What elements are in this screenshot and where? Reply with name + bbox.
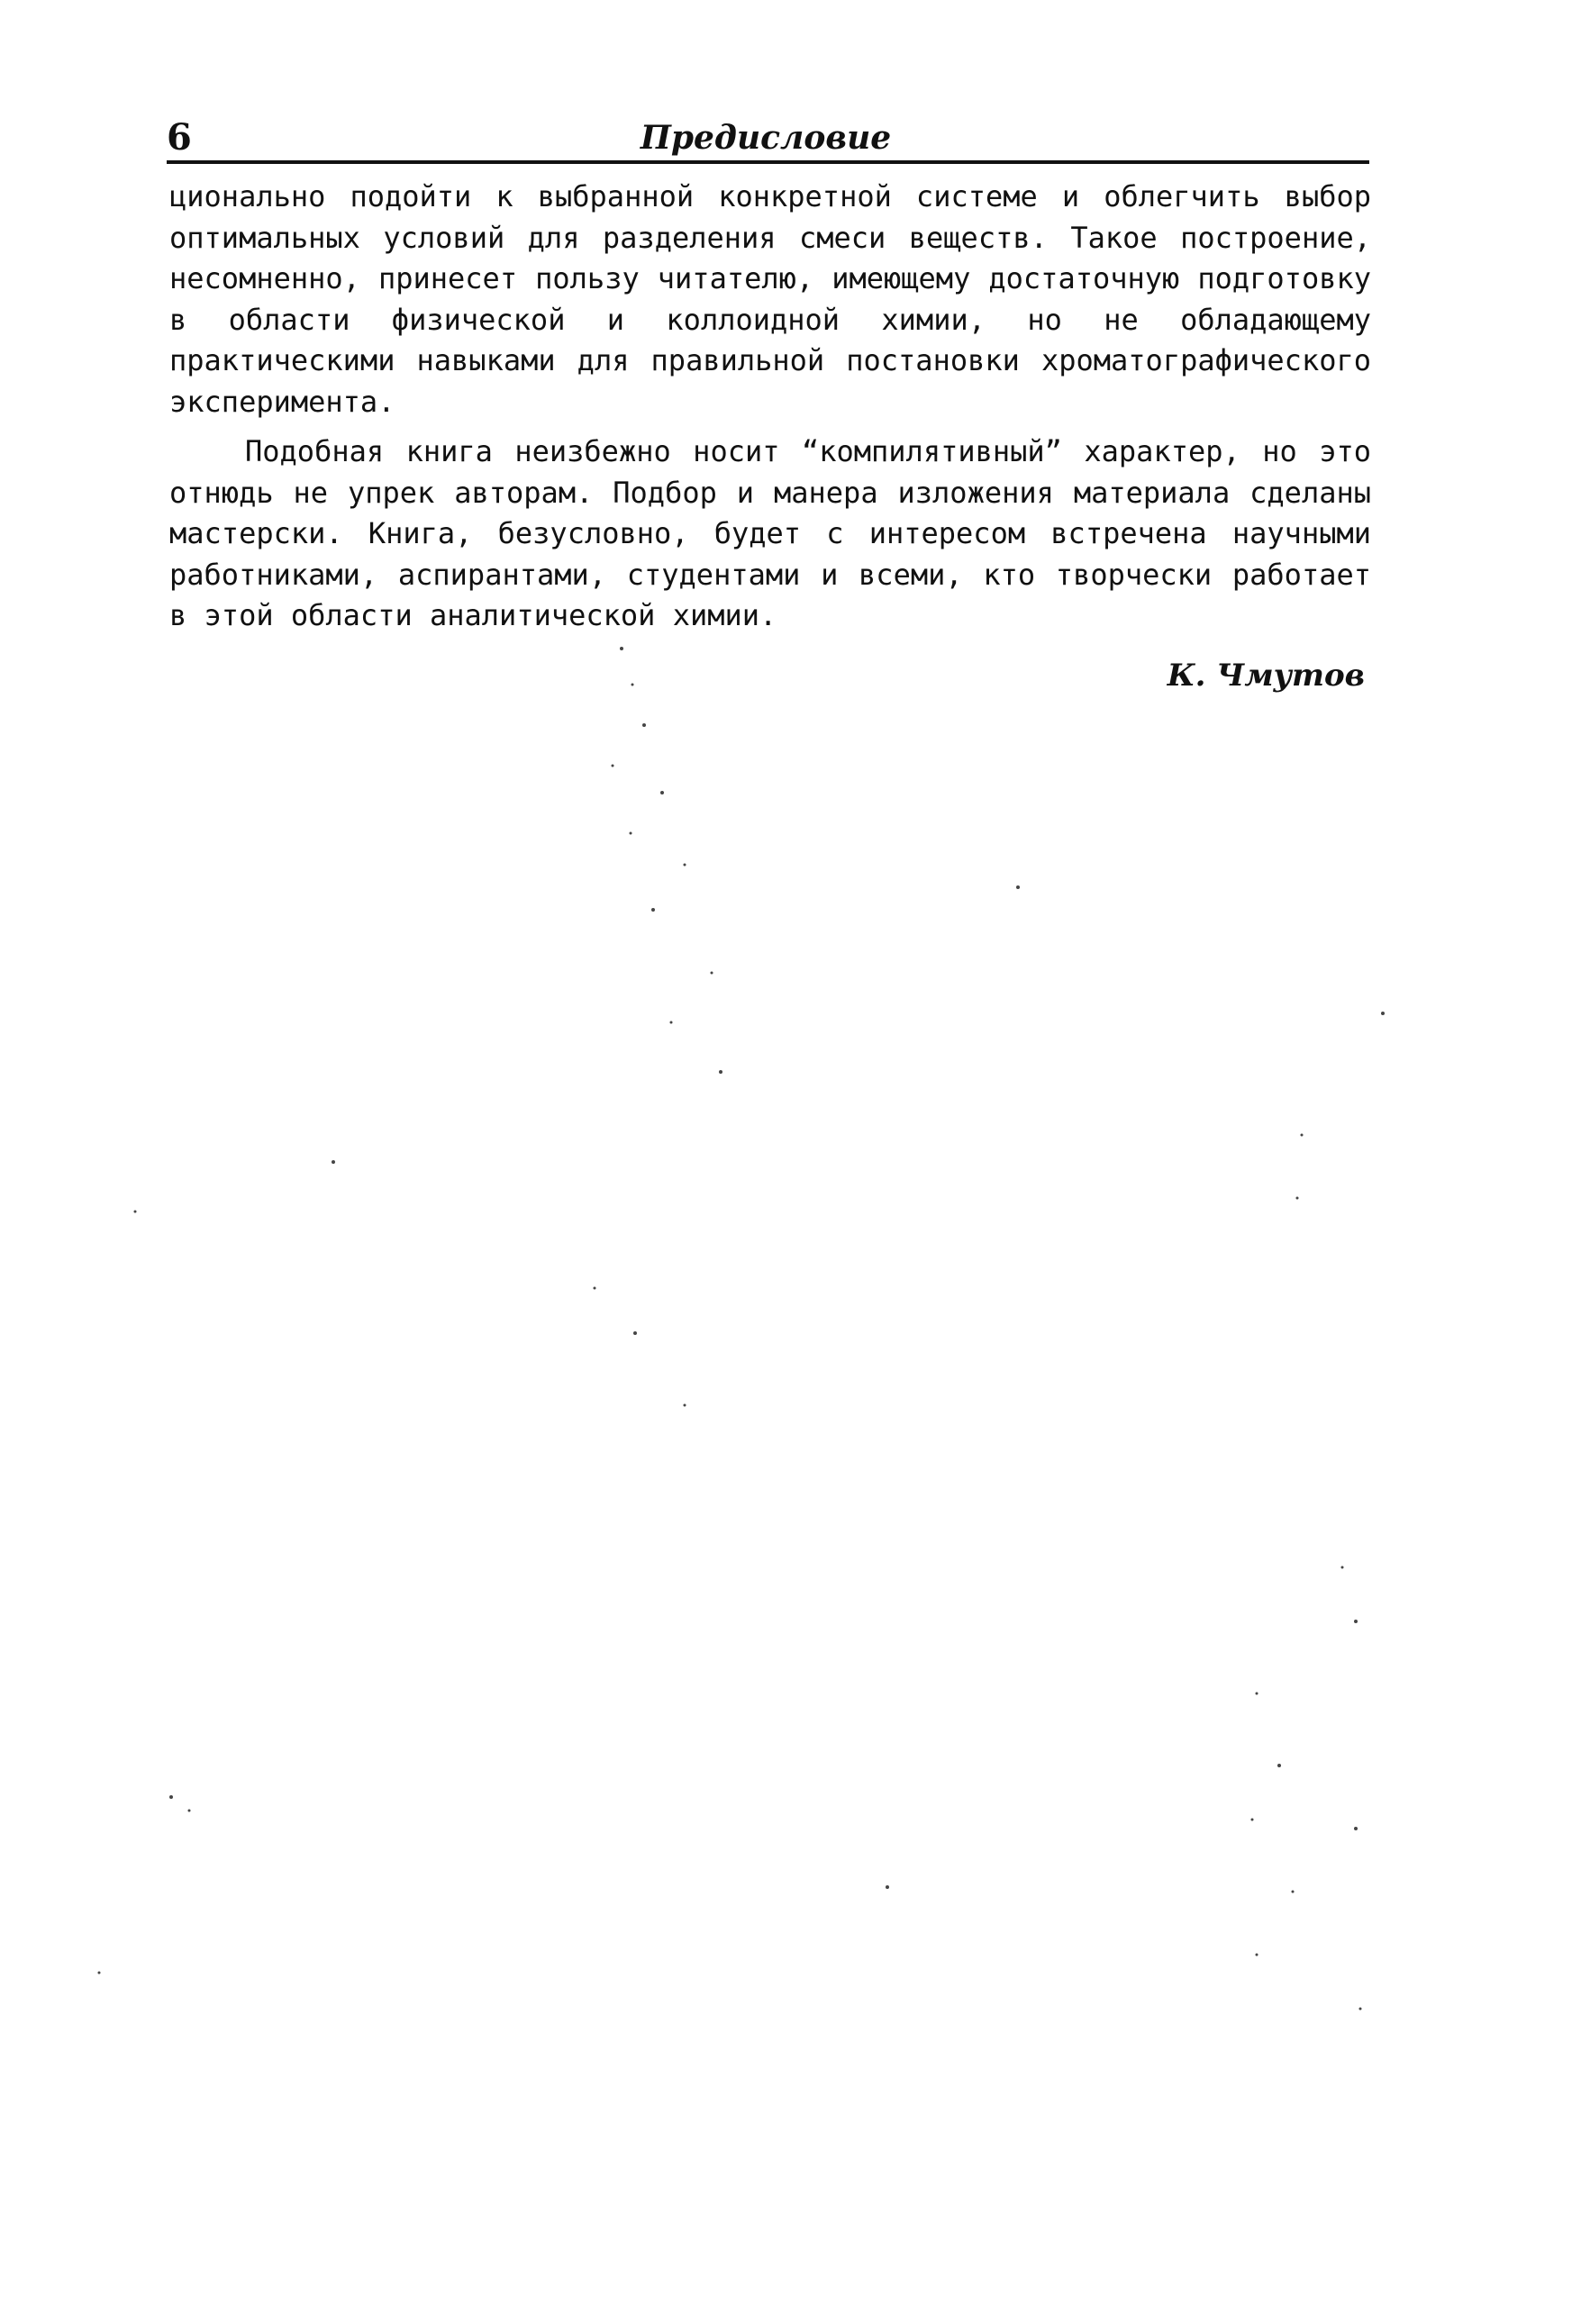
signature-author: К. Чмутов [1167, 658, 1365, 694]
running-head-title: Предисловие [640, 119, 892, 157]
page-number: 6 [167, 116, 192, 159]
paragraph: ционально подойти к выбранной конкретной системе и облегчить выбор оптимальных условий для разделения смеси веществ. Такое построение, несомненно, принесет пользу читателю, имеющему достаточную подготовку в области физической и коллоидной химии, но не обладающему практическими навыками для правильной постановки хроматографического эксперимента. [169, 179, 1371, 419]
running-head [167, 115, 1365, 162]
paragraph: Подобная книга неизбежно носит “компилятивный” характер, но это отнюдь не упрек авторам. Подбор и манера изложения материала сделаны мастерски. Книга, безусловно, будет с интересом встречена научными работниками, аспирантами, студентами и всеми, кто творчески работает в этой области аналитической химии. [169, 434, 1371, 632]
header-rule [167, 160, 1369, 164]
body-text [169, 177, 1371, 637]
